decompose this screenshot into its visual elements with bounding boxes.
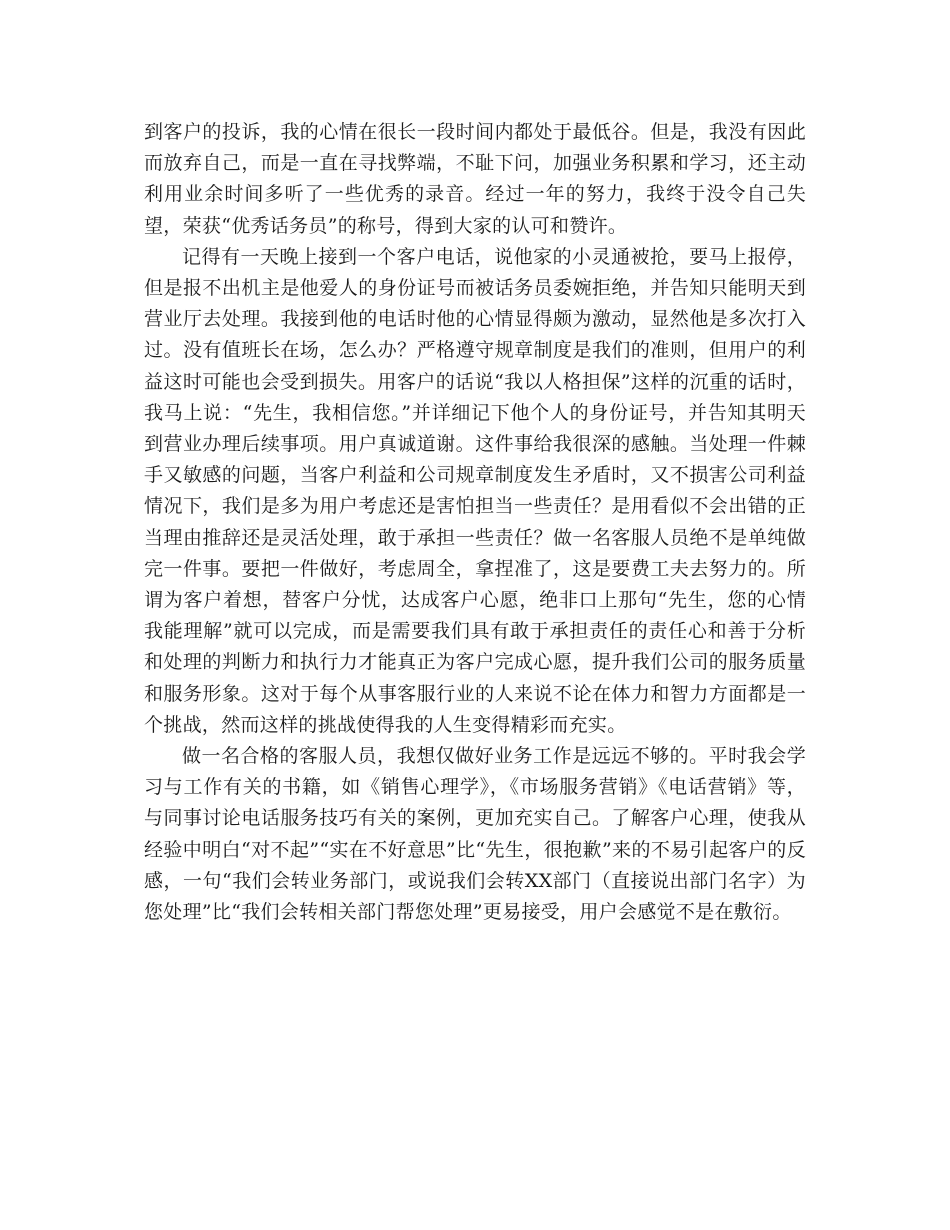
paragraph-customer-call-story: 记得有一天晚上接到一个客户电话，说他家的小灵通被抢，要马上报停，但是报不出机主是他爱人的身份证号而被话务员委婉拒绝，并告知只能明天到营业厅去处理。我接到他的电话时他的心情显得颇为激动，显然他是多次打入过。没有值班长在场，怎么办？严格遵守规章制度是我们的准则，但用户的利益这时可能也会受到损失。用客户的话说“我以人格担保”这样的沉重的话时，我马上说：“先生，我相信您。”并详细记下他个人的身份证号，并告知其明天到营业办理后续事项。用户真诚道谢。这件事给我很深的感触。当处理一件棘手又敏感的问题，当客户利益和公司规章制度发生矛盾时，又不损害公司利益情况下，我们是多为用户考虑还是害怕担当一些责任？是用看似不会出错的正当理由推辞还是灵活处理，敢于承担一些责任？做一名客服人员绝不是单纯做完一件事。要把一件做好，考虑周全，拿捏准了，这是要费工夫去努力的。所谓为客户着想，替客户分忧，达成客户心愿，绝非口上那句“先生，您的心情我能理解”就可以完成，而是需要我们具有敢于承担责任的责任心和善于分析和处理的判断力和执行力才能真正为客户完成心愿，提升我们公司的服务质量和服务形象。这对于每个从事客服行业的人来说不论在体力和智力方面都是一个挑战，然而这样的挑战使得我的人生变得精彩而充实。 [144,245,806,736]
paragraph-continuation: 到客户的投诉，我的心情在很长一段时间内都处于最低谷。但是，我没有因此而放弃自己，而是一直在寻找弊端，不耻下问，加强业务积累和学习，还主动利用业余时间多听了一些优秀的录音。经过一年的努力，我终于没令自己失望，荣获“优秀话务员”的称号，得到大家的认可和赞许。 [144,121,806,237]
document-body [144,117,806,928]
paragraph-qualified-service-staff: 做一名合格的客服人员，我想仅做好业务工作是远远不够的。平时我会学习与工作有关的书籍，如《销售心理学》，《市场服务营销》《电话营销》等，与同事讨论电话服务技巧有关的案例，更加充实自己。了解客户心理，使我从经验中明白“对不起”“实在不好意思”比“先生，很抱歉”来的不易引起客户的反感，一句“我们会转业务部门，或说我们会转XX部门（直接说出部门名字）为您处理”比“我们会转相关部门帮您处理”更易接受，用户会感觉不是在敷衍。 [144,745,806,924]
